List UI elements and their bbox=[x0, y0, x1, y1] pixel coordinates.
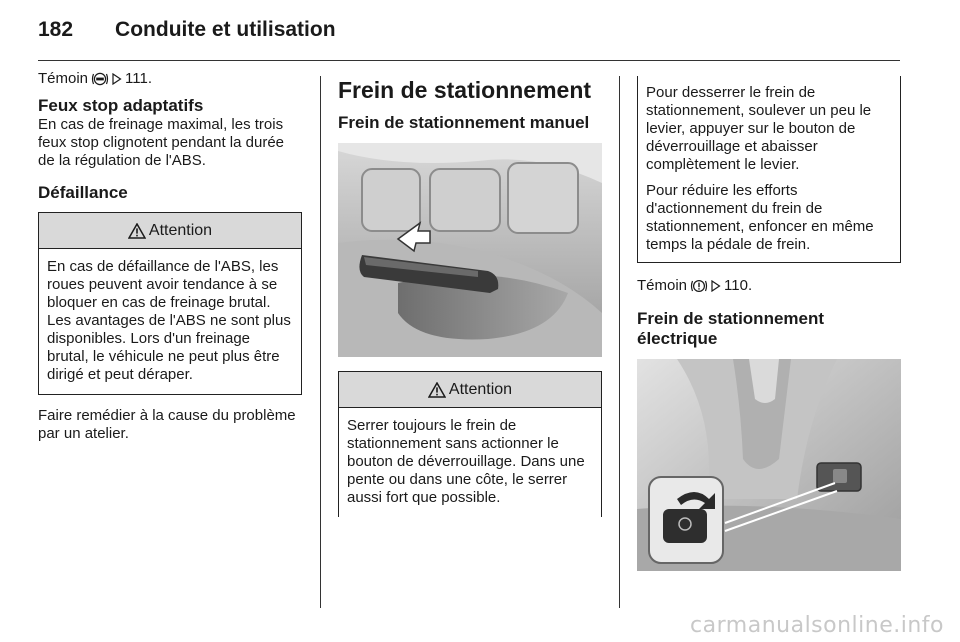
electric-brake-switch-image bbox=[637, 359, 901, 571]
parking-brake-heading: Frein de stationnement bbox=[338, 77, 592, 103]
attention-continuation-box bbox=[637, 76, 901, 263]
attention-text: Serrer toujours le frein de stationnement sans actionner le bouton de déverrouillage. Dans une pente ou dans une côte, le serrer aussi fort que possible. bbox=[347, 417, 585, 506]
abs-warning-icon bbox=[91, 71, 109, 87]
abs-warning-ref bbox=[38, 70, 302, 88]
attention-header bbox=[39, 213, 301, 249]
attention-header bbox=[339, 372, 601, 408]
column-divider-2 bbox=[619, 76, 620, 608]
warning-triangle-icon bbox=[428, 382, 446, 398]
attention-box-abs bbox=[38, 212, 302, 395]
attention-text: En cas de défaillance de l'ABS, les roues peuvent avoir tendance à se bloquer en cas de freinage brutal. Les avantages de l'ABS ne sont plus disponibles. Lors d'un freinage brutal, le véhicule ne peut plus être dirigé et peut déraper. bbox=[47, 258, 291, 383]
header-rule bbox=[38, 60, 900, 61]
ref-prefix: Témoin bbox=[38, 70, 89, 87]
page-number: 182 bbox=[38, 18, 74, 41]
manual-brake-lever-illustration bbox=[338, 143, 602, 357]
effort-reduction-text: Pour réduire les efforts d'actionnement du frein de stationnement, enfoncer en même temps la pédale de frein. bbox=[646, 182, 874, 253]
column-right bbox=[637, 76, 901, 571]
attention-label: Attention bbox=[148, 221, 213, 239]
manual-brake-lever-image bbox=[338, 143, 602, 357]
adaptive-brake-lights-text: En cas de freinage maximal, les trois feux stop clignotent pendant la durée de la régulation de l'ABS. bbox=[38, 116, 285, 169]
column-left bbox=[38, 70, 302, 443]
electric-parking-brake-heading: Frein de stationnement électrique bbox=[637, 309, 825, 348]
failure-heading: Défaillance bbox=[38, 183, 128, 202]
page-title: Conduite et utilisation bbox=[115, 18, 336, 41]
warning-triangle-icon bbox=[128, 223, 146, 239]
page-ref-arrow-icon bbox=[711, 280, 721, 292]
attention-box-parking bbox=[338, 371, 602, 517]
watermark: carmanualsonline.info bbox=[690, 613, 944, 638]
page-header bbox=[38, 18, 336, 48]
ref-page: 110. bbox=[724, 277, 753, 294]
repair-text: Faire remédier à la cause du problème par un atelier. bbox=[38, 407, 296, 442]
attention-label: Attention bbox=[448, 380, 513, 398]
manual-parking-brake-heading: Frein de stationnement manuel bbox=[338, 113, 590, 132]
adaptive-brake-lights-heading: Feux stop adaptatifs bbox=[38, 96, 204, 115]
ref-prefix: Témoin bbox=[637, 277, 688, 294]
electric-brake-switch-illustration bbox=[637, 359, 901, 571]
column-divider-1 bbox=[320, 76, 321, 608]
column-middle bbox=[338, 77, 602, 517]
release-instructions-text: Pour desserrer le frein de stationnement, soulever un peu le levier, appuyer sur le bouton de déverrouillage et abaisser complètement le levier. bbox=[646, 84, 872, 173]
brake-warning-icon bbox=[690, 278, 708, 294]
brake-warning-ref bbox=[637, 277, 901, 295]
ref-page: 111. bbox=[125, 70, 152, 87]
page-ref-arrow-icon bbox=[112, 73, 122, 85]
